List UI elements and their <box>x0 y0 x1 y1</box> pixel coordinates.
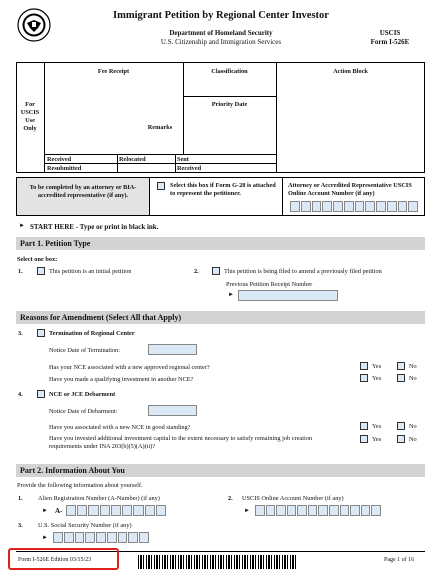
office-use-box <box>16 62 425 173</box>
p2q2-number: 2. <box>228 495 233 502</box>
p2q3-number: 3. <box>18 522 23 529</box>
agency-name: U.S. Citizenship and Immigration Services <box>160 38 282 46</box>
department-name: Department of Homeland Security <box>169 29 273 37</box>
resubmitted-label: Resubmitted <box>47 165 82 172</box>
q4a-yes-checkbox[interactable] <box>360 422 368 430</box>
p2q1-number: 1. <box>18 495 23 502</box>
ssn-field[interactable] <box>53 532 149 543</box>
amend-petition-checkbox[interactable] <box>212 267 220 275</box>
q4b-no-checkbox[interactable] <box>397 435 405 443</box>
fee-receipt-label: Fee Receipt <box>97 68 130 75</box>
amend-petition-label: This petition is being filed to amend a previously filed petition <box>224 268 382 275</box>
form-edition: Form I-526E Edition 03/15/23 <box>18 557 92 563</box>
q3b-text: Have you made a qualifying investment in another NCE? <box>49 376 194 383</box>
q3b-no-label: No <box>409 375 417 382</box>
barcode <box>138 555 298 569</box>
attorney-account-label: Attorney or Accredited Representative USCIS Online Account Number (if any) <box>288 182 412 197</box>
q3-number: 3. <box>18 330 23 337</box>
part1-header: Part 1. Petition Type <box>16 237 425 250</box>
q4b-text: Have you invested additional investment capital to the extent necessary to satisfy remaining job creation requirements under INA 203(b)(5)(A)(ii)? <box>49 435 312 450</box>
g28-label: Select this box if Form G-28 is attached to represent the petitioner. <box>170 182 276 197</box>
uscis-account-label: USCIS Online Account Number (if any) <box>242 495 344 502</box>
termination-date-field[interactable] <box>148 344 197 355</box>
option2-number: 2. <box>194 268 199 275</box>
form-number: Form I-526E <box>370 38 410 46</box>
q4a-text: Have you associated with a new NCE in good standing? <box>49 424 191 431</box>
remarks-label: Remarks <box>147 124 173 131</box>
relocated-label: Relocated <box>119 156 146 163</box>
q3a-text: Has your NCE associated with a new approved regional center? <box>49 364 210 371</box>
q3a-yes-label: Yes <box>372 363 382 370</box>
q4b-yes-checkbox[interactable] <box>360 435 368 443</box>
option1-number: 1. <box>18 268 23 275</box>
part2-header: Part 2. Information About You <box>16 464 425 477</box>
uscis-account-field[interactable] <box>255 505 381 516</box>
ssn-label: U.S. Social Security Number (if any) <box>38 522 132 529</box>
a-number-prefix: A- <box>55 507 63 515</box>
received2-label: Received <box>177 165 202 172</box>
debarment-checkbox[interactable] <box>37 390 45 398</box>
priority-date-label: Priority Date <box>211 101 248 108</box>
q4a-no-label: No <box>409 423 417 430</box>
action-block-label: Action Block <box>333 68 368 75</box>
q4a-no-checkbox[interactable] <box>397 422 405 430</box>
debarment-label: NCE or JCE Debarment <box>49 391 116 398</box>
notice-debarment-label: Notice Date of Debarment: <box>49 408 118 415</box>
a-number-arrow-icon: ► <box>42 508 48 514</box>
reasons-header: Reasons for Amendment (Select All that Apply) <box>16 311 425 324</box>
termination-label: Termination of Regional Center <box>49 330 135 337</box>
uscis-label: USCIS <box>379 29 401 37</box>
q3a-no-checkbox[interactable] <box>397 362 405 370</box>
uscis-account-arrow-icon: ► <box>244 508 250 514</box>
received-label: Received <box>47 156 72 163</box>
initial-petition-label: This petition is an initial petition <box>49 268 132 275</box>
select-one-label: Select one box: <box>17 256 58 263</box>
g28-checkbox[interactable] <box>157 182 165 190</box>
q3b-yes-checkbox[interactable] <box>360 374 368 382</box>
prev-receipt-field[interactable] <box>238 290 338 301</box>
prev-receipt-arrow-icon: ► <box>228 292 234 298</box>
q3b-yes-label: Yes <box>372 375 382 382</box>
initial-petition-checkbox[interactable] <box>37 267 45 275</box>
q4a-yes-label: Yes <box>372 423 382 430</box>
start-here-text: START HERE - Type or print in black ink. <box>30 223 159 231</box>
classification-label: Classification <box>211 68 248 75</box>
q4b-no-label: No <box>409 436 417 443</box>
for-uscis-use-only-label: For USCIS Use Only <box>20 101 40 132</box>
a-number-label: Alien Registration Number (A-Number) (if any) <box>38 495 160 502</box>
termination-checkbox[interactable] <box>37 329 45 337</box>
attorney-instruction: To be completed by an attorney or BIA-accredited representative (if any). <box>29 184 137 199</box>
page-number: Page 1 of 16 <box>384 557 415 563</box>
start-here-arrow-icon: ► <box>19 223 25 229</box>
q4b-yes-label: Yes <box>372 436 382 443</box>
prev-receipt-label: Previous Petition Receipt Number <box>226 281 313 288</box>
form-title: Immigrant Petition by Regional Center Investor <box>113 10 329 21</box>
q3b-no-checkbox[interactable] <box>397 374 405 382</box>
debarment-date-field[interactable] <box>148 405 197 416</box>
part2-intro: Provide the following information about yourself. <box>17 482 143 489</box>
attorney-account-field[interactable] <box>290 201 418 212</box>
notice-termination-label: Notice Date of Termination: <box>49 347 120 354</box>
dhs-seal-icon <box>17 8 51 42</box>
q3a-yes-checkbox[interactable] <box>360 362 368 370</box>
sent-label: Sent <box>177 156 189 163</box>
q4-number: 4. <box>18 391 23 398</box>
ssn-arrow-icon: ► <box>42 535 48 541</box>
a-number-field[interactable] <box>66 505 166 516</box>
q3a-no-label: No <box>409 363 417 370</box>
